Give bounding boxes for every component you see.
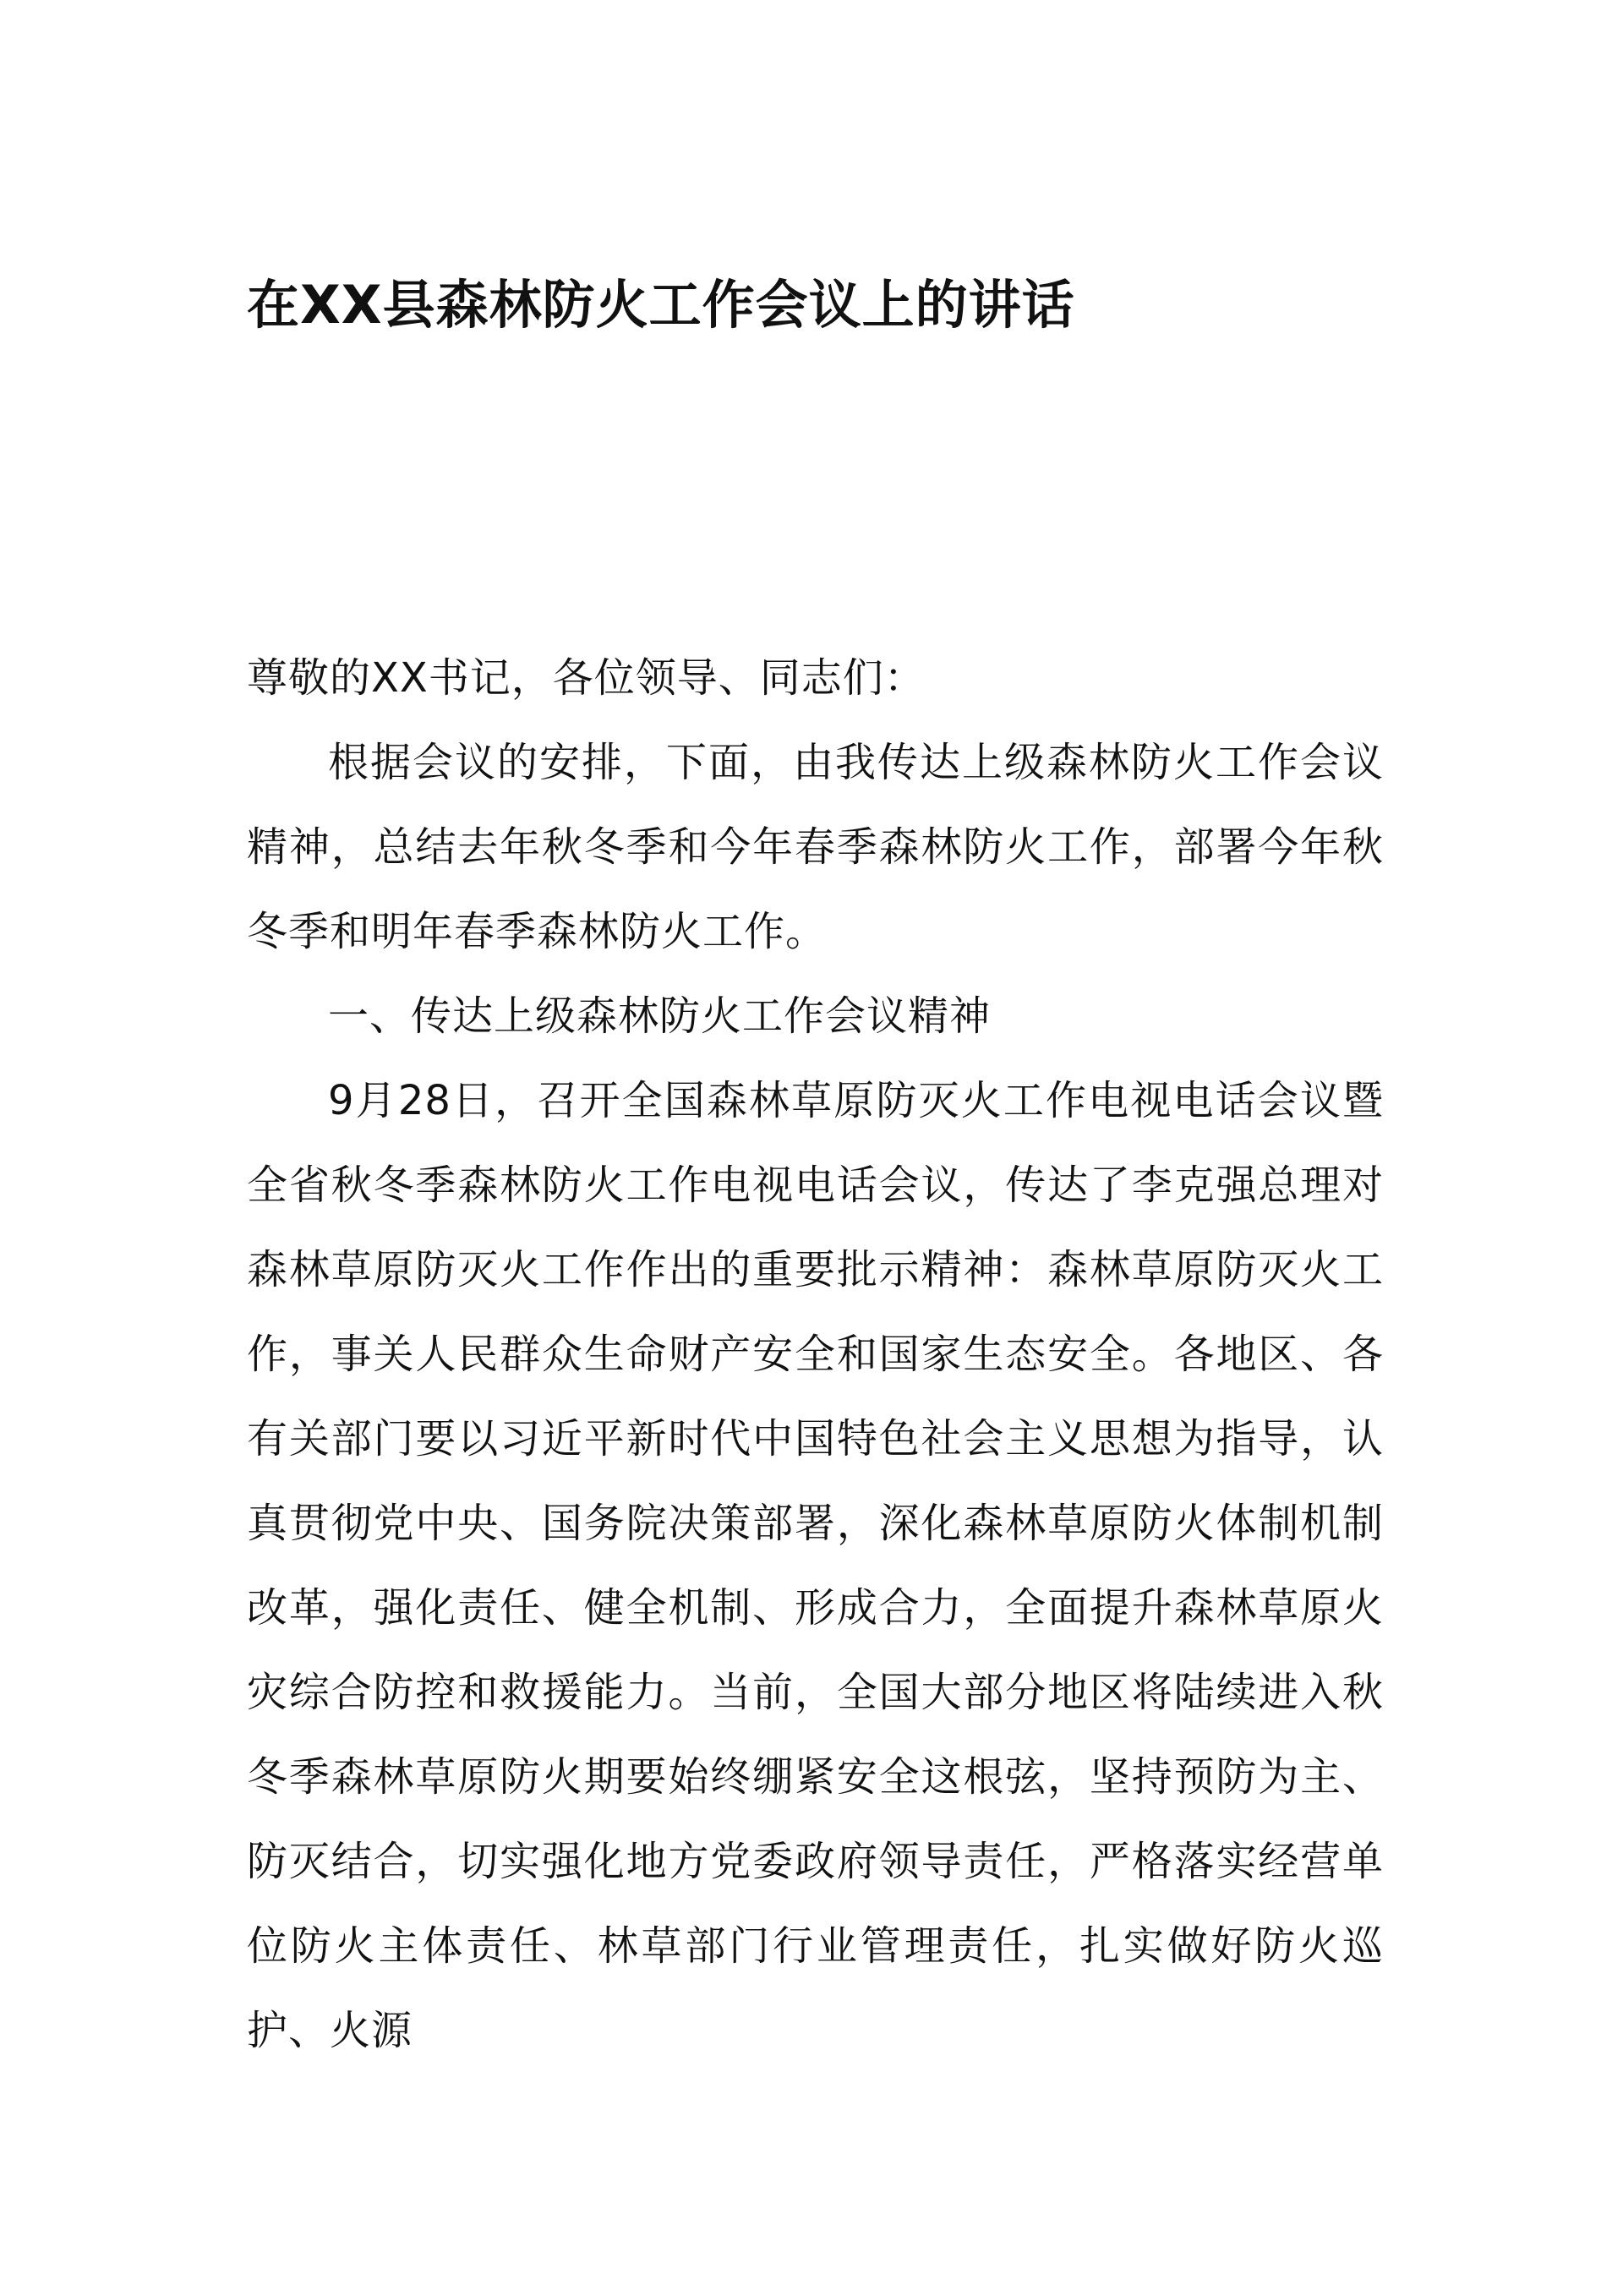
document-body [247, 636, 1384, 2073]
paragraph-intro: 根据会议的安排，下面，由我传达上级森林防火工作会议精神，总结去年秋冬季和今年春季森林防火工作，部署今年秋冬季和明年春季森林防火工作。 [247, 739, 1384, 955]
paragraph-meeting: 9月28日，召开全国森林草原防灭火工作电视电话会议暨全省秋冬季森林防火工作电视电话会议，传达了李克强总理对森林草原防灭火工作作出的重要批示精神：森林草原防灭火工作，事关人民群众生命财产安全和国家生态安全。各地区、各有关部门要以习近平新时代中国特色社会主义思想为指导，认真贯彻党中央、国务院决策部署，深化森林草原防火体制机制改革，强化责任、健全机制、形成合力，全面提升森林草原火灾综合防控和救援能力。当前，全国大部分地区将陆续进入秋冬季森林草原防火期要始终绷紧安全这根弦，坚持预防为主、防灭结合，切实强化地方党委政府领导责任，严格落实经营单位防火主体责任、林草部门行业管理责任，扎实做好防火巡护、火源 [247, 1077, 1384, 2054]
salutation: 尊敬的XX书记，各位领导、同志们： [247, 654, 926, 702]
document-page [247, 0, 1384, 2296]
document-title: 在XX县森林防火工作会议上的讲话 [247, 274, 1075, 336]
section-heading: 一、传达上级森林防火工作会议精神 [328, 992, 992, 1040]
